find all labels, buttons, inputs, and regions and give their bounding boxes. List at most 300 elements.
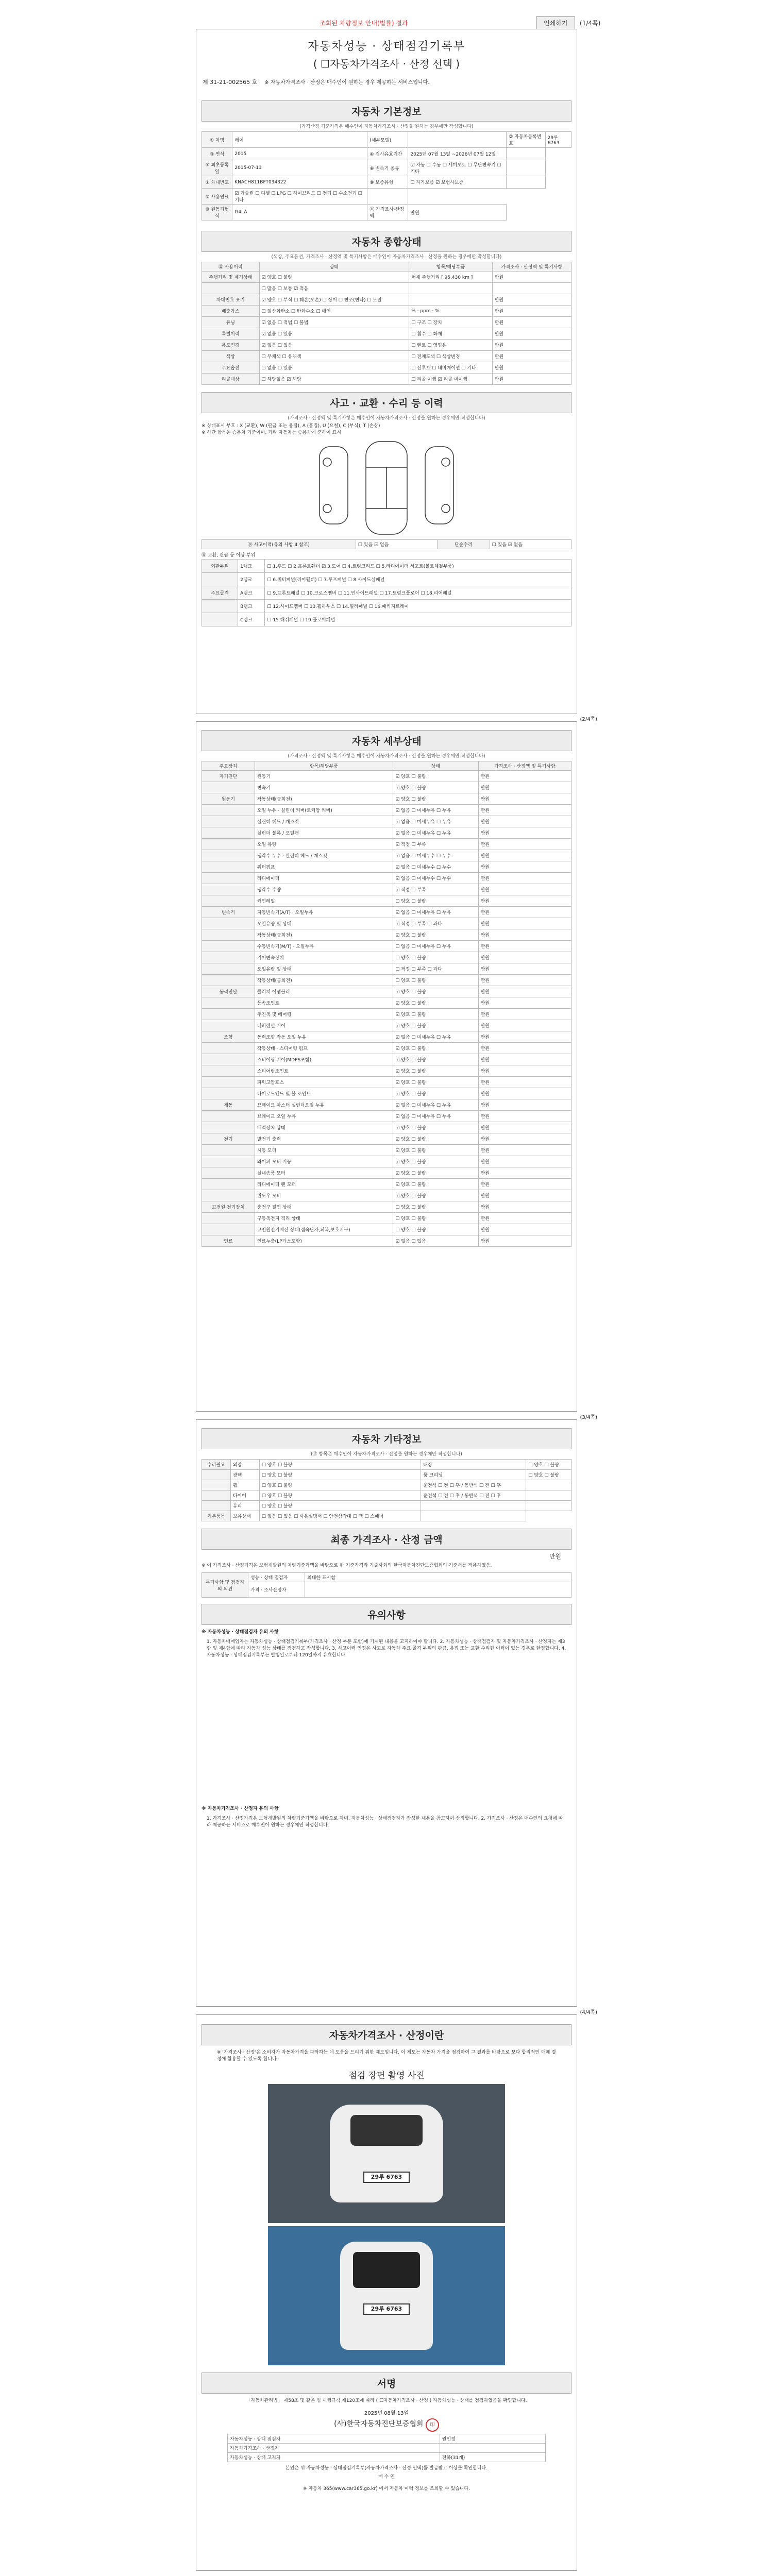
table-row bbox=[202, 176, 572, 189]
table-cell: 수동변속기(M/T) · 오일누유 bbox=[255, 941, 393, 952]
table-row bbox=[202, 1020, 572, 1031]
table-cell: 동력전달 bbox=[202, 986, 255, 997]
table-cell: 냉각수 수량 bbox=[255, 884, 393, 895]
table-row bbox=[202, 1213, 572, 1224]
column-header: 주요장치 bbox=[202, 761, 255, 771]
table-cell: 라디에이터 팬 모터 bbox=[255, 1179, 393, 1190]
table-cell: 실린더 블록 / 오일팬 bbox=[255, 827, 393, 839]
table-cell bbox=[202, 1179, 255, 1190]
table-cell: ☐ 6.쿼터패널(리어휀더) ☐ 7.루프패널 ☐ 8.사이드실패널 bbox=[265, 573, 572, 586]
column-header: 상태 bbox=[393, 761, 478, 771]
detail-sub: (가격조사 · 산정액 및 특기사항은 매수인이 자동차가격조사 · 산정을 원하는 경우에만 작성합니다) bbox=[288, 754, 485, 759]
table-cell: 전기 bbox=[202, 1133, 255, 1145]
table-cell: 만원 bbox=[478, 1077, 571, 1088]
table-cell bbox=[409, 294, 492, 306]
table-cell bbox=[492, 283, 571, 294]
table-cell: 만원 bbox=[478, 1009, 571, 1020]
table-cell: 만원 bbox=[478, 827, 571, 839]
table-cell: ☑ 자동 ☐ 수동 ☐ 세미오토 ☐ 무단변속기 ☐ 기타 bbox=[408, 160, 507, 176]
table-cell: B랭크 bbox=[238, 600, 265, 613]
table-cell: 만원 bbox=[478, 1122, 571, 1133]
table-cell: 충전구 절연 상태 bbox=[255, 1201, 393, 1213]
table-cell: 외장 bbox=[230, 1460, 259, 1470]
table-cell: 클러치 어셈블리 bbox=[255, 986, 393, 997]
table-cell: ☑ 양호 ☐ 불량 bbox=[393, 986, 478, 997]
final-price-value: 만원 bbox=[549, 1553, 561, 1560]
table-cell: 만원 bbox=[478, 1099, 571, 1111]
table-cell: 조향 bbox=[202, 1031, 255, 1043]
table-cell: 만원 bbox=[478, 805, 571, 816]
sign-body: 「자동차관리법」 제58조 및 같은 법 시행규칙 제120조에 따라 ( ☐자동차가격조사 · 산정 ) 자동차성능 · 상태를 점검하였음을 확인합니다. bbox=[246, 2398, 527, 2403]
caution-header: 유의사항 bbox=[201, 1604, 572, 1625]
table-cell: 룸 크리닝 bbox=[421, 1470, 526, 1480]
table-cell: ☐ 양호 ☐ 불량 bbox=[259, 1480, 421, 1490]
table-cell: 2025년 07월 13일 ~2026년 07월 12일 bbox=[408, 148, 507, 160]
table-row bbox=[202, 362, 572, 374]
table-cell: 보유상태 bbox=[230, 1511, 259, 1521]
table-row bbox=[202, 1122, 572, 1133]
table-cell: 주요옵션 bbox=[202, 362, 260, 374]
footer-note: ※ 자동차 365(www.car365.go.kr) 에서 자동차 이력 정보를 조회할 수 있습니다. bbox=[303, 2486, 470, 2492]
table-row bbox=[228, 2444, 546, 2453]
table-cell: 전하(31개) bbox=[440, 2453, 545, 2462]
caution-title: ※ 자동차성능 · 상태점검자 유의 사항 bbox=[201, 1630, 279, 1635]
top-bar bbox=[0, 0, 773, 29]
page-number: (2/4쪽) bbox=[580, 717, 597, 722]
table-row bbox=[202, 907, 572, 918]
sign-header: 서명 bbox=[201, 2372, 572, 2394]
parts-table bbox=[201, 559, 572, 626]
table-cell: 만원 bbox=[478, 1088, 571, 1099]
table-row bbox=[202, 1511, 572, 1521]
table-cell: 만원 bbox=[492, 294, 571, 306]
table-cell bbox=[202, 1156, 255, 1167]
table-cell: 레이 bbox=[232, 132, 367, 148]
table-cell: 와이퍼 모터 기능 bbox=[255, 1156, 393, 1167]
table-cell: 현재 주행거리 [ 95,430 km ] bbox=[409, 272, 492, 283]
table-cell: 만원 bbox=[478, 963, 571, 975]
table-cell: ☑ 없음 ☐ 적법 ☐ 불법 bbox=[259, 317, 409, 328]
table-row bbox=[202, 1077, 572, 1088]
table-row bbox=[228, 2453, 546, 2462]
page-2 bbox=[196, 717, 597, 1412]
table-cell: 만원 bbox=[492, 374, 571, 385]
table-cell: ☑ 없음 ☐ 미세누유 ☐ 누유 bbox=[393, 1031, 478, 1043]
basic-info-header: 자동차 기본정보 bbox=[201, 100, 572, 122]
table-cell: 자동변속기(A/T) · 오일누유 bbox=[255, 907, 393, 918]
table-row bbox=[228, 2434, 546, 2444]
table-cell: ① 차명 bbox=[202, 132, 232, 148]
table-cell: 자기진단 bbox=[202, 771, 255, 782]
table-cell bbox=[202, 1224, 255, 1235]
table-row bbox=[202, 782, 572, 793]
table-cell: ☐ 양호 ☐ 불량 bbox=[259, 1490, 421, 1501]
table-row bbox=[202, 895, 572, 907]
table-cell: 실린더 헤드 / 개스킷 bbox=[255, 816, 393, 827]
table-cell: ☐ 자가보증 ☑ 보험사보증 bbox=[408, 176, 507, 189]
table-cell: 만원 bbox=[478, 997, 571, 1009]
table-cell: ☑ 없음 ☐ 미세누유 ☐ 누유 bbox=[393, 1099, 478, 1111]
table-row bbox=[202, 560, 572, 573]
table-cell: ☑ 없음 ☐ 미세누수 ☐ 누수 bbox=[393, 873, 478, 884]
table-cell: ☑ 양호 ☐ 불량 bbox=[393, 1133, 478, 1145]
table-cell: ☐ 적정 ☐ 부족 ☐ 과다 bbox=[393, 963, 478, 975]
table-cell: 만원 bbox=[478, 1179, 571, 1190]
table-cell bbox=[202, 1145, 255, 1156]
table-cell: ☑ 양호 ☐ 불량 bbox=[393, 1043, 478, 1054]
table-cell: ☐ 해당없음 ☑ 해당 bbox=[259, 374, 409, 385]
table-cell: 만원 bbox=[478, 850, 571, 861]
table-cell: 2015-07-13 bbox=[232, 160, 367, 176]
column-header: 항목/해당부품 bbox=[409, 262, 492, 272]
table-cell: ☐ 15.대쉬패널 ☐ 19.플로어패널 bbox=[265, 613, 572, 626]
table-row bbox=[202, 861, 572, 873]
table-cell: 만원 bbox=[478, 771, 571, 782]
detail-header: 자동차 세부상태 bbox=[201, 730, 572, 751]
table-row bbox=[202, 1111, 572, 1122]
basic-info-table bbox=[201, 131, 572, 221]
table-cell bbox=[421, 1501, 526, 1511]
table-cell: 변속기 bbox=[202, 907, 255, 918]
page-title: 자동차성능 · 상태점검기록부 bbox=[307, 40, 465, 53]
table-cell: ☑ 양호 ☐ 불량 bbox=[393, 1009, 478, 1020]
table-cell: 만원 bbox=[478, 986, 571, 997]
table-cell: 수리필요 bbox=[202, 1460, 231, 1470]
table-cell: ☑ 양호 ☐ 불량 bbox=[393, 793, 478, 805]
table-cell bbox=[202, 613, 238, 626]
table-cell: 만원 bbox=[492, 317, 571, 328]
table-row bbox=[202, 1099, 572, 1111]
table-cell: 파워고압호스 bbox=[255, 1077, 393, 1088]
table-cell: ☑ 가솔린 ☐ 디젤 ☐ LPG ☐ 하이브리드 ☐ 전기 ☐ 수소전기 ☐ 기타 bbox=[232, 189, 367, 205]
table-cell bbox=[202, 1020, 255, 1031]
table-cell: ☐ 렌트 ☐ 영업용 bbox=[409, 340, 492, 351]
table-cell: 기본품목 bbox=[202, 1511, 231, 1521]
table-cell: 작동상태(공회전) bbox=[255, 793, 393, 805]
accident-sub: (가격조사 · 산정액 및 특기사항은 매수인이 자동차가격조사 · 산정을 원하는 경우에만 작성합니다) bbox=[288, 416, 485, 421]
table-cell: ☑ 양호 ☐ 불량 bbox=[393, 1190, 478, 1201]
page-4 bbox=[196, 2010, 597, 2571]
table-cell bbox=[202, 1470, 231, 1480]
table-row bbox=[202, 1065, 572, 1077]
table-cell: 만원 bbox=[478, 1224, 571, 1235]
table-cell: 동력조향 작동 오일 누유 bbox=[255, 1031, 393, 1043]
table-cell: 원동기 bbox=[202, 793, 255, 805]
table-row bbox=[202, 272, 572, 283]
page-subtitle: ( ☐자동차가격조사 · 산정 선택 ) bbox=[313, 58, 460, 70]
table-row bbox=[202, 873, 572, 884]
plate-front: 29루 6763 bbox=[363, 2172, 410, 2183]
table-cell bbox=[202, 895, 255, 907]
table-cell: 주요골격 bbox=[202, 586, 238, 600]
table-row bbox=[202, 816, 572, 827]
table-cell: 만원 bbox=[478, 782, 571, 793]
table-cell: 라디에이터 bbox=[255, 873, 393, 884]
table-row bbox=[202, 827, 572, 839]
table-cell: ⑩ 원동기형식 bbox=[202, 205, 232, 221]
table-row bbox=[202, 929, 572, 941]
table-row bbox=[202, 340, 572, 351]
opinion-table: 특기사항 및 점검자의 의견 성능 · 상태 점검자 최대한 표시함 가격 · 조사산정자 bbox=[201, 1572, 572, 1598]
table-cell bbox=[202, 1167, 255, 1179]
table-cell: 고전원전기배선 상태(접속단자,피복,보호기구) bbox=[255, 1224, 393, 1235]
table-row bbox=[202, 1490, 572, 1501]
table-row bbox=[202, 1088, 572, 1099]
table-cell: ☑ 양호 ☐ 불량 bbox=[393, 771, 478, 782]
table-cell: ☐ 없음 ☐ 미세누유 ☐ 누유 bbox=[393, 941, 478, 952]
table-cell bbox=[202, 1490, 231, 1501]
table-cell: ☐ 12.사이드멤버 ☐ 13.휠하우스 ☐ 14.필러패널 ☐ 16.패키지트레이 bbox=[265, 600, 572, 613]
final-price-header: 최종 가격조사 · 산정 금액 bbox=[201, 1529, 572, 1550]
table-cell: ☑ 양호 ☐ 불량 bbox=[393, 1088, 478, 1099]
table-cell: 만원 bbox=[478, 1065, 571, 1077]
page-1 bbox=[196, 29, 577, 714]
table-row bbox=[202, 975, 572, 986]
table-cell: ☑ 없음 ☐ 미세누유 ☐ 누유 bbox=[393, 805, 478, 816]
table-cell bbox=[202, 918, 255, 929]
table-cell: 튜닝 bbox=[202, 317, 260, 328]
table-cell bbox=[202, 1054, 255, 1065]
table-cell: 유리 bbox=[230, 1501, 259, 1511]
column-header: 상태 bbox=[259, 262, 409, 272]
notice-text[interactable]: 조회된 차량정보 안내(법률) 결과 bbox=[320, 20, 408, 27]
table-cell: ☐ 양호 ☐ 불량 bbox=[526, 1470, 572, 1480]
table-cell bbox=[202, 1213, 255, 1224]
accident-table: ⑭ 사고이력(유의 사항 4 참조) ☐ 있음 ☑ 없음 단순수리 ☐ 있음 ☑ 없음 bbox=[201, 539, 572, 549]
table-cell: ③ 연식 bbox=[202, 148, 232, 160]
table-cell: 오일 누유 · 실린더 커버(로커암 커버) bbox=[255, 805, 393, 816]
table-cell: ☑ 없음 ☐ 있음 bbox=[259, 328, 409, 340]
table-cell: 오일유량 및 상태 bbox=[255, 918, 393, 929]
column-header: ⑫ 사용이력 bbox=[202, 262, 260, 272]
table-cell: 커먼레일 bbox=[255, 895, 393, 907]
table-row bbox=[202, 1501, 572, 1511]
table-cell: ☐ 양호 ☐ 불량 bbox=[393, 1201, 478, 1213]
table-cell: ☑ 양호 ☐ 불량 bbox=[393, 1065, 478, 1077]
page-3 bbox=[196, 1415, 597, 2007]
table-cell: ☐ 양호 ☐ 불량 bbox=[259, 1460, 421, 1470]
table-cell: C랭크 bbox=[238, 613, 265, 626]
table-cell: ☑ 양호 ☐ 불량 bbox=[393, 997, 478, 1009]
table-row bbox=[202, 148, 572, 160]
print-button[interactable]: 인쇄하기 bbox=[536, 16, 575, 29]
table-row bbox=[202, 1009, 572, 1020]
caution-title-2: ※ 자동차가격조사 · 산정자 유의 사항 bbox=[201, 1806, 279, 1811]
table-cell: 발전기 출력 bbox=[255, 1133, 393, 1145]
table-cell bbox=[202, 1480, 231, 1490]
page-number: (4/4쪽) bbox=[580, 2010, 597, 2015]
table-cell: ☐ 양호 ☐ 불량 bbox=[393, 1224, 478, 1235]
table-cell: 브레이크 마스터 실린더오일 누유 bbox=[255, 1099, 393, 1111]
table-cell bbox=[202, 1043, 255, 1054]
table-cell: ☐ 리콜 이행 ☑ 리콜 미이행 bbox=[409, 374, 492, 385]
table-cell: 만원 bbox=[478, 873, 571, 884]
table-row bbox=[202, 1179, 572, 1190]
sign-table bbox=[227, 2434, 546, 2462]
table-cell: 추진축 및 베어링 bbox=[255, 1009, 393, 1020]
table-cell: 휠 bbox=[230, 1480, 259, 1490]
table-cell: 만원 bbox=[478, 1213, 571, 1224]
table-cell: ☑ 없음 ☐ 미세누유 ☐ 누유 bbox=[393, 816, 478, 827]
table-cell: 권민정 bbox=[440, 2434, 545, 2444]
table-cell: ☐ 1.후드 ☐ 2.프론트휀더 ☑ 3.도어 ☐ 4.트렁크리드 ☐ 5.라디에이터 서포트(볼트체결부품) bbox=[265, 560, 572, 573]
table-cell: 만원 bbox=[478, 793, 571, 805]
table-cell: 브레이크 오일 누유 bbox=[255, 1111, 393, 1122]
parts-header: ⑯ 교환, 판금 등 이상 부위 bbox=[201, 553, 256, 558]
table-cell: A랭크 bbox=[238, 586, 265, 600]
table-row bbox=[202, 189, 572, 205]
table-cell: 배출가스 bbox=[202, 306, 260, 317]
table-cell bbox=[202, 1122, 255, 1133]
table-row bbox=[202, 884, 572, 895]
composite-header: 자동차 종합상태 bbox=[201, 231, 572, 252]
table-cell bbox=[202, 573, 238, 586]
table-cell: 실내송풍 모터 bbox=[255, 1167, 393, 1179]
table-cell bbox=[202, 1501, 231, 1511]
composite-sub: (색상, 주요옵션, 가격조사 · 산정액 및 특기사항은 매수인이 자동차가격조사 · 산정을 원하는 경우에만 작성합니다) bbox=[271, 255, 502, 260]
table-cell: 연료 bbox=[202, 1235, 255, 1247]
table-row bbox=[202, 793, 572, 805]
price-info-header: 자동차가격조사 · 산정이란 bbox=[201, 2024, 572, 2045]
table-cell: ☐ 양호 ☐ 불량 bbox=[259, 1501, 421, 1511]
table-cell: 용도변경 bbox=[202, 340, 260, 351]
table-cell: ☑ 양호 ☐ 불량 bbox=[393, 782, 478, 793]
basic-info-sub: (가격산정 기준가격은 매수인이 자동차가격조사 · 산정을 원하는 경우에만 작성합니다) bbox=[299, 124, 474, 129]
table-cell bbox=[202, 941, 255, 952]
table-cell: ☐ 양호 ☐ 불량 bbox=[393, 975, 478, 986]
table-row bbox=[202, 374, 572, 385]
table-cell: 원동기 bbox=[255, 771, 393, 782]
table-cell: ☑ 없음 ☐ 미세누유 ☐ 누유 bbox=[393, 827, 478, 839]
table-row bbox=[202, 160, 572, 176]
table-cell: 냉각수 누수 · 실린더 헤드 / 개스킷 bbox=[255, 850, 393, 861]
table-cell: ☑ 없음 ☐ 있음 bbox=[393, 1235, 478, 1247]
table-cell: ☐ 선루프 ☐ 네비게이션 ☐ 기타 bbox=[409, 362, 492, 374]
table-row bbox=[202, 294, 572, 306]
table-cell: 만원 bbox=[478, 918, 571, 929]
table-cell: ⑪ 가격조사·산정액 bbox=[367, 205, 408, 221]
table-cell: 만원 bbox=[492, 362, 571, 374]
table-cell bbox=[202, 850, 255, 861]
table-row bbox=[202, 1156, 572, 1167]
table-cell: ☐ 양호 ☐ 불량 bbox=[259, 1470, 421, 1480]
table-cell: (세부모델) bbox=[367, 132, 408, 148]
table-cell bbox=[526, 1501, 572, 1511]
table-cell: 만원 bbox=[492, 328, 571, 340]
table-row bbox=[202, 1224, 572, 1235]
table-cell bbox=[202, 1190, 255, 1201]
table-cell: 작동상태(공회전) bbox=[255, 975, 393, 986]
table-cell: 1랭크 bbox=[238, 560, 265, 573]
table-cell: 작동상태 · 스티어링 펌프 bbox=[255, 1043, 393, 1054]
table-cell: 주행거리 및 계기상태 bbox=[202, 272, 260, 283]
table-cell: 만원 bbox=[478, 975, 571, 986]
table-row bbox=[202, 963, 572, 975]
table-row bbox=[202, 573, 572, 586]
table-row bbox=[202, 839, 572, 850]
table-cell: 만원 bbox=[478, 1111, 571, 1122]
table-row bbox=[202, 1167, 572, 1179]
table-cell: 타이어 bbox=[230, 1490, 259, 1501]
table-cell: 만원 bbox=[478, 1031, 571, 1043]
table-row bbox=[202, 1470, 572, 1480]
table-cell: ☑ 양호 ☐ 불량 bbox=[393, 1167, 478, 1179]
table-cell bbox=[507, 176, 545, 189]
table-cell bbox=[526, 1480, 572, 1490]
photo-header: 점검 장면 촬영 사진 bbox=[348, 2071, 425, 2081]
table-cell: 만원 bbox=[478, 941, 571, 952]
table-cell: 만원 bbox=[478, 952, 571, 963]
table-cell: 만원 bbox=[478, 1156, 571, 1167]
table-cell: 오일 유량 bbox=[255, 839, 393, 850]
table-cell: 작동상태(공회전) bbox=[255, 929, 393, 941]
table-cell: 만원 bbox=[478, 884, 571, 895]
caution-body: 1. 자동차매매업자는 자동차성능 · 상태점검기록부(가격조사 · 산정 부분 포함)에 기재된 내용을 고지하여야 합니다. 2. 자동차성능 · 상태점검자 및 자동차가격조사 · 산정자는 제3항 및 제4항에 따라 자동차 성능 상태를 점검하고 작성합니다. 3. 사고이력 인정은 사고로 자동차 주요 골격 부위의 판금, 용접 또는 교환 수리한 이력이 있는 경우로 한정합니다. 4. 자동차성능 · 상태점검기록부는 발행일로부터 120일까지 유효합니다. bbox=[207, 1639, 566, 1658]
table-cell bbox=[202, 782, 255, 793]
receive-text: 본인은 위 자동차성능 · 상태점검기록부(자동차가격조사 · 산정 선택)를 발급받고 이상을 확인합니다. bbox=[285, 2466, 488, 2471]
table-cell: ☑ 양호 ☐ 불량 bbox=[393, 1179, 478, 1190]
table-cell: 만원 bbox=[478, 1201, 571, 1213]
table-cell bbox=[409, 283, 492, 294]
table-row bbox=[202, 132, 572, 148]
table-cell: 만원 bbox=[492, 340, 571, 351]
car-diagram bbox=[309, 436, 464, 539]
table-cell: 제동 bbox=[202, 1099, 255, 1111]
table-cell: 고전원 전기장치 bbox=[202, 1201, 255, 1213]
table-cell: 만원 bbox=[478, 895, 571, 907]
document-number: 제 31-21-002565 호 ※ 자동차가격조사 · 산정은 매수인이 원하는 경우 제공하는 서비스입니다. bbox=[203, 79, 430, 86]
table-cell: 만원 bbox=[478, 1133, 571, 1145]
accident-header: 사고 · 교환 · 수리 등 이력 bbox=[201, 392, 572, 413]
composite-table bbox=[201, 262, 572, 385]
price-info-body: ※ '가격조사 · 산정'은 소비자가 자동차가격을 파악하는 데 도움을 드리기 위한 제도입니다. 이 제도는 자동차 가격을 점검하여 그 결과를 바탕으로 보다 합리적인 매매 결정에 활용할 수 있도록 합니다. bbox=[217, 2050, 556, 2062]
table-cell: ⑦ 차대번호 bbox=[202, 176, 232, 189]
table-row bbox=[202, 986, 572, 997]
table-cell: 스티어링조인트 bbox=[255, 1065, 393, 1077]
table-cell: ⑥ 변속기 종류 bbox=[367, 160, 408, 176]
table-cell: 만원 bbox=[478, 907, 571, 918]
table-cell: 리콜대상 bbox=[202, 374, 260, 385]
table-cell: KNACH811BFT034322 bbox=[232, 176, 367, 189]
table-cell: 만원 bbox=[478, 1235, 571, 1247]
column-header: 항목/해당부품 bbox=[255, 761, 393, 771]
table-cell bbox=[440, 2444, 545, 2453]
table-row bbox=[202, 1054, 572, 1065]
table-cell: 만원 bbox=[478, 1167, 571, 1179]
table-cell: 기어변속장치 bbox=[255, 952, 393, 963]
table-cell: 내장 bbox=[421, 1460, 526, 1470]
table-cell: ☑ 없음 ☐ 미세누유 ☐ 누유 bbox=[393, 907, 478, 918]
table-cell: ☑ 양호 ☐ 불량 bbox=[393, 929, 478, 941]
front-photo bbox=[268, 2084, 505, 2223]
table-cell: 만원 bbox=[478, 1020, 571, 1031]
table-cell: ☑ 양호 ☐ 불량 bbox=[393, 1156, 478, 1167]
table-cell: 배력장치 상태 bbox=[255, 1122, 393, 1133]
table-cell: ☐ 전체도색 ☐ 색상변경 bbox=[409, 351, 492, 362]
table-cell: ☑ 없음 ☐ 있음 bbox=[259, 340, 409, 351]
table-cell: ☑ 적정 ☐ 부족 bbox=[393, 884, 478, 895]
table-cell: ☐ 일산화탄소 ☐ 탄화수소 ☐ 매연 bbox=[259, 306, 409, 317]
table-cell: 만원 bbox=[492, 272, 571, 283]
accident-note-2: ※ 하단 항목은 승용차 기준이며, 기타 자동차는 승용차에 준하여 표시 bbox=[201, 430, 341, 435]
table-cell: 특별이력 bbox=[202, 328, 260, 340]
table-cell: 스티어링 기어(MDPS포함) bbox=[255, 1054, 393, 1065]
table-cell: 변속기 bbox=[255, 782, 393, 793]
table-cell: 연료누출(LP가스포함) bbox=[255, 1235, 393, 1247]
table-row bbox=[202, 351, 572, 362]
company-seal: 印 bbox=[426, 2418, 439, 2432]
table-row bbox=[202, 941, 572, 952]
